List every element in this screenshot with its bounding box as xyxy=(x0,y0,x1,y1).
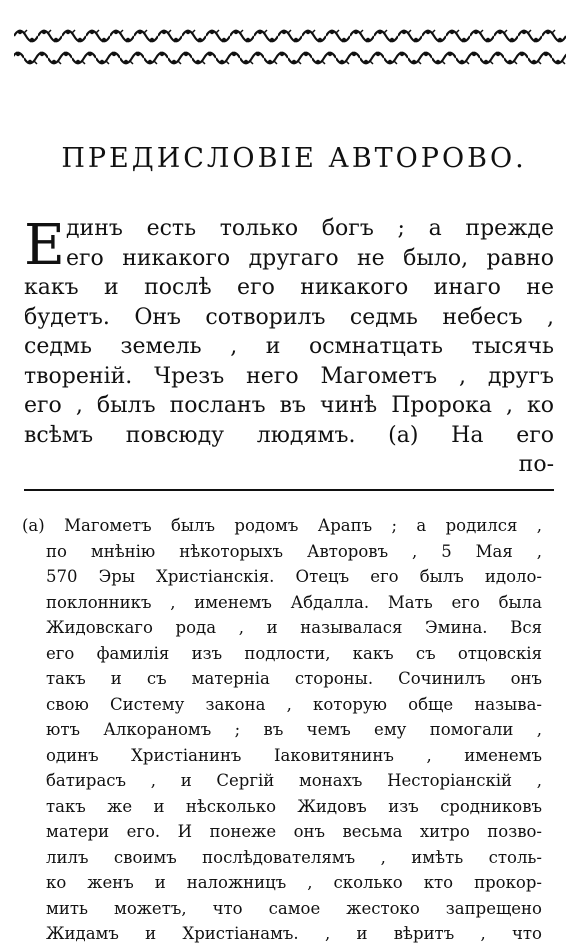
drop-cap: Е xyxy=(24,213,65,278)
footnote-line: (a) Магометъ былъ родомъ Арапъ ; а родился , xyxy=(22,516,542,535)
text-line: какъ и послѣ его никакого инаго не xyxy=(24,275,554,300)
text-line: седмь земель , и осмнатцать тысячь xyxy=(24,334,554,359)
footnote-line: ко женъ и наложницъ , сколько кто прокор- xyxy=(46,873,542,892)
ornament-vine-icon xyxy=(14,28,566,44)
main-paragraph xyxy=(24,214,554,480)
footnote-line: свою Систему закона , которую обще называ- xyxy=(46,694,542,714)
text-line: по- xyxy=(518,452,554,477)
footnote xyxy=(22,513,542,947)
footnote-line: одинъ Христіанинъ Іаковитянинъ , именемъ xyxy=(46,745,542,765)
footnote-line: батирасъ , и Сергій монахъ Несторіанскій , xyxy=(46,771,542,790)
footnote-line: поклонникъ , именемъ Абдалла. Мать его была xyxy=(46,592,542,612)
text-line: динъ есть только богъ ; а прежде xyxy=(66,216,554,241)
ornament-border-top xyxy=(14,28,566,44)
footnote-line: матери его. И понеже онъ весьма хитро позво- xyxy=(46,822,542,841)
text-line: всѣмъ повсюду людямъ. (a) На его xyxy=(24,422,554,448)
footnote-line: такъ и съ матерніа стороны. Сочинилъ онъ xyxy=(46,669,542,688)
footnote-line: лилъ своимъ послѣдователямъ , имѣть столь- xyxy=(46,847,542,867)
footnote-line: мить можетъ, что самое жестоко запрещено xyxy=(46,898,542,918)
footnote-divider xyxy=(24,489,554,491)
footnote-line: Жидовскаго рода , и называлася Эмина. Вся xyxy=(46,618,542,637)
text-line: будетъ. Онъ сотворилъ седмь небесъ , xyxy=(24,304,554,330)
text-line: твореній. Чрезъ него Магометъ , другъ xyxy=(24,363,554,389)
footnote-line: по мнѣнію нѣкоторыхъ Авторовъ , 5 Мая , xyxy=(46,541,542,561)
text-line: его , былъ посланъ въ чинѣ Пророка , ко xyxy=(24,393,554,418)
footnote-line: ютъ Алкораномъ ; въ чемъ ему помогали , xyxy=(46,720,542,739)
page-title: ПРЕДИСЛОВІЕ АВТОРОВО. xyxy=(61,143,527,174)
text-line: его никакого другаго не было, равно xyxy=(66,245,554,271)
footnote-line: 570 Эры Христіанскія. Отецъ его былъ идоло- xyxy=(46,567,542,586)
footnote-line: такъ же и нѣсколько Жидовъ изъ сродниковъ xyxy=(46,796,542,816)
footnote-line: его фамилія изъ подлости, какъ съ отцовскія xyxy=(46,643,542,663)
footnote-line: Жидамъ и Христіанамъ. , и вѣритъ , что xyxy=(46,924,542,943)
ornament-vine-icon xyxy=(14,50,566,66)
ornament-border-bottom xyxy=(14,50,566,66)
